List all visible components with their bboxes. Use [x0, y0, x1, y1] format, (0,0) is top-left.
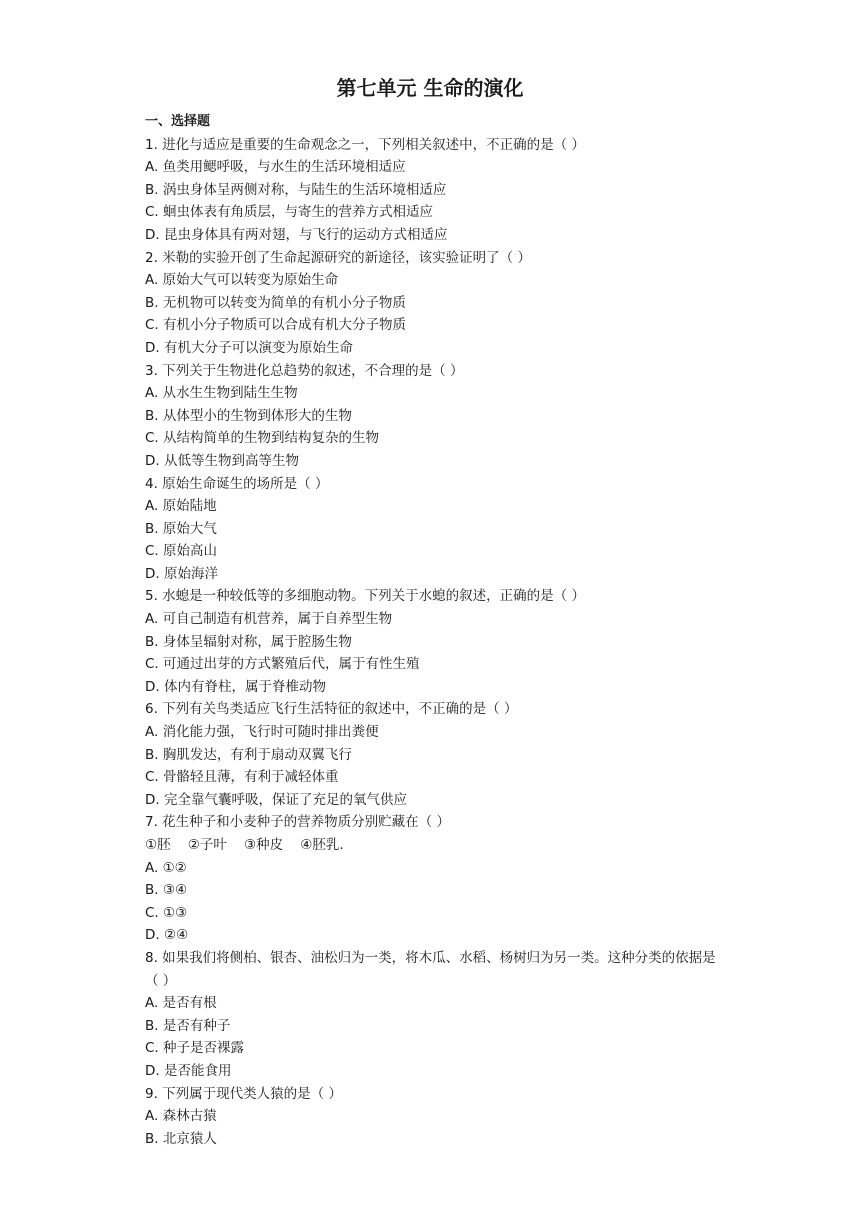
question-1 — [145, 134, 725, 247]
option-b: B. 胸肌发达，有利于扇动双翼飞行 — [145, 746, 352, 763]
option-a: A. 鱼类用鳃呼吸，与水生的生活环境相适应 — [145, 159, 406, 176]
option-b: B. 无机物可以转变为简单的有机小分子物质 — [145, 294, 406, 311]
question-5 — [145, 585, 725, 698]
question-stem: 2. 米勒的实验开创了生命起源研究的新途径，该实验证明了（ ） — [145, 249, 531, 266]
option-c: C. 骨骼轻且薄，有利于减轻体重 — [145, 769, 339, 786]
option-d: D. 昆虫身体具有两对翅，与飞行的运动方式相适应 — [145, 226, 448, 243]
option-a: A. 消化能力强，飞行时可随时排出粪便 — [145, 724, 379, 741]
question-7 — [145, 811, 725, 947]
option-c: C. 种子是否裸露 — [145, 1040, 245, 1057]
question-6 — [145, 698, 725, 811]
question-stem: 3. 下列关于生物进化总趋势的叙述，不合理的是（ ） — [145, 362, 464, 379]
option-b: B. 从体型小的生物到体形大的生物 — [145, 407, 352, 424]
question-3 — [145, 360, 725, 473]
option-a: A. 从水生生物到陆生生物 — [145, 385, 298, 402]
option-c: C. 可通过出芽的方式繁殖后代，属于有性生殖 — [145, 656, 420, 673]
option-d: D. 从低等生物到高等生物 — [145, 452, 299, 469]
option-c: C. 有机小分子物质可以合成有机大分子物质 — [145, 317, 407, 334]
section-heading: 一、选择题 — [145, 114, 211, 129]
question-list — [145, 111, 725, 1150]
option-d: D. 有机大分子可以演变为原始生命 — [145, 339, 353, 356]
question-stem: 9. 下列属于现代类人猿的是（ ） — [145, 1085, 342, 1102]
option-c: C. 从结构简单的生物到结构复杂的生物 — [145, 430, 380, 447]
option-d: D. 完全靠气囊呼吸，保证了充足的氧气供应 — [145, 791, 407, 808]
option-a: A. 原始陆地 — [145, 498, 217, 515]
option-b: B. 北京猿人 — [145, 1130, 217, 1147]
question-stem: 5. 水螅是一种较低等的多细胞动物。下列关于水螅的叙述，正确的是（ ） — [145, 588, 585, 605]
question-stem: 7. 花生种子和小麦种子的营养物质分别贮藏在（ ） — [145, 814, 450, 831]
option-b: B. 是否有种子 — [145, 1017, 231, 1034]
question-8 — [145, 947, 725, 1083]
question-stem: 6. 下列有关鸟类适应飞行生活特征的叙述中，不正确的是（ ） — [145, 701, 518, 718]
option-b: B. ③④ — [145, 882, 188, 899]
page-title: 第七单元 生命的演化 — [336, 76, 524, 100]
question-stem: 1. 进化与适应是重要的生命观念之一，下列相关叙述中，不正确的是（ ） — [145, 136, 585, 153]
option-a: A. 森林古猿 — [145, 1108, 217, 1125]
option-a: A. 可自己制造有机营养，属于自养型生物 — [145, 611, 393, 628]
question-stem: 8. 如果我们将侧柏、银杏、油松归为一类，将木瓜、水稻、杨树归为另一类。这种分类的依据是（ ） — [145, 949, 716, 989]
option-b: B. 身体呈辐射对称，属于腔肠生物 — [145, 633, 352, 650]
option-d: D. 是否能食用 — [145, 1062, 232, 1079]
option-a: A. 原始大气可以转变为原始生命 — [145, 272, 339, 289]
question-extra-line: ①胚 ②子叶 ③种皮 ④胚乳. — [145, 837, 344, 853]
option-c: C. 原始高山 — [145, 543, 218, 560]
option-b: B. 涡虫身体呈两侧对称，与陆生的生活环境相适应 — [145, 181, 447, 198]
question-4 — [145, 473, 725, 586]
option-b: B. 原始大气 — [145, 520, 217, 537]
option-c: C. 蛔虫体表有角质层，与寄生的营养方式相适应 — [145, 204, 434, 221]
question-2 — [145, 247, 725, 360]
option-d: D. 原始海洋 — [145, 565, 218, 582]
option-a: A. 是否有根 — [145, 995, 217, 1012]
option-d: D. 体内有脊柱，属于脊椎动物 — [145, 678, 326, 695]
question-stem: 4. 原始生命诞生的场所是（ ） — [145, 475, 329, 492]
option-a: A. ①② — [145, 859, 187, 876]
question-9 — [145, 1083, 725, 1151]
option-d: D. ②④ — [145, 927, 189, 944]
option-c: C. ①③ — [145, 904, 188, 921]
